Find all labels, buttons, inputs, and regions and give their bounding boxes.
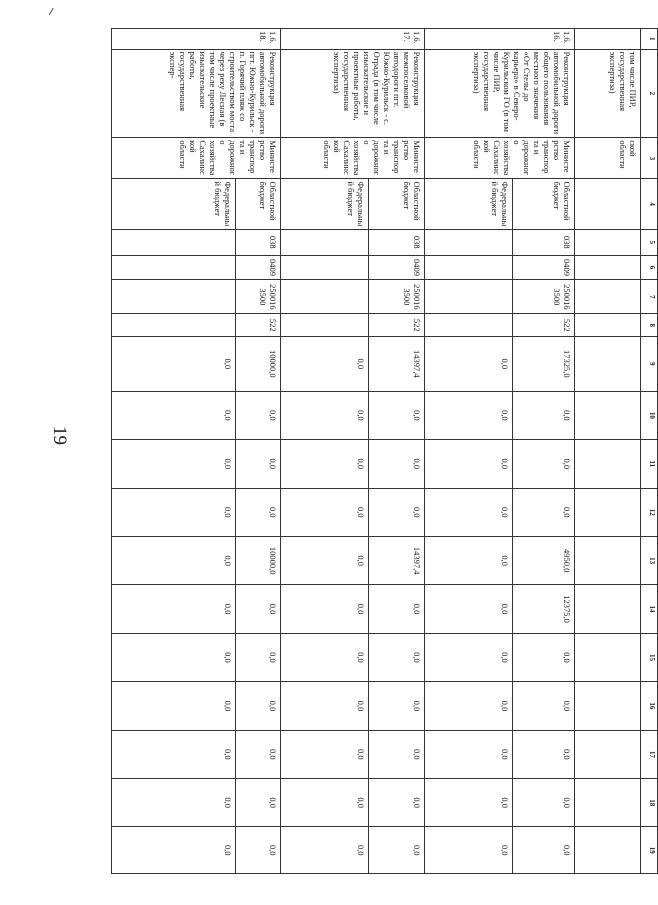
row-index: 1.6.17.: [281, 29, 425, 50]
column-header: 3: [641, 138, 658, 179]
value-cell: 0,0: [281, 827, 369, 874]
row-name: Реконструкция автомобильной дороги пгт. Южно-Курильск - п. Горячий пляж со строительством моста через реку Лесная (в том числе проектные изыскательские работы, государственная экспер-: [112, 49, 281, 138]
row-executor: Министерство транспорта и дорожного хозяйства Сахалинской области: [425, 138, 575, 179]
value-cell: 0,0: [281, 779, 369, 827]
grbs-code: [112, 229, 236, 255]
value-cell: 0,0: [513, 488, 575, 536]
column-header: 8: [641, 314, 658, 337]
value-cell: 0,0: [425, 337, 513, 392]
continuation-executor: ской области: [575, 138, 641, 179]
rz-code: 0409: [369, 255, 425, 280]
row-name: Реконструкция межпоселковой автодороги пгт. Южно-Курильск - с. Отрада (в том числе изыскательские и проектные работы, государственная экспертиза): [281, 49, 425, 138]
rz-code: 0409: [513, 255, 575, 280]
csr-code: 2500163500: [513, 280, 575, 314]
value-cell: 0,0: [425, 536, 513, 584]
column-header: 13: [641, 536, 658, 584]
value-cell: 0,0: [513, 440, 575, 488]
column-header: 5: [641, 229, 658, 255]
value-cell: 0,0: [112, 633, 236, 681]
value-cell: 0,0: [281, 337, 369, 392]
csr-code: [281, 280, 369, 314]
column-header: 18: [641, 779, 658, 827]
header-row: [641, 29, 658, 874]
rz-code: [112, 255, 236, 280]
column-header: 17: [641, 730, 658, 778]
value-cell: 0,0: [425, 585, 513, 633]
column-header: 16: [641, 682, 658, 730]
value-cell: 0,0: [112, 337, 236, 392]
csr-code: [112, 280, 236, 314]
value-cell: 0,0: [369, 585, 425, 633]
vr-code: [425, 314, 513, 337]
column-header: 2: [641, 49, 658, 138]
value-cell: 0,0: [425, 779, 513, 827]
rz-code: [425, 255, 513, 280]
value-cell: 0,0: [425, 827, 513, 874]
value-cell: 0,0: [236, 440, 281, 488]
value-cell: 14397,4: [369, 337, 425, 392]
value-cell: 0,0: [369, 391, 425, 439]
value-cell: 0,0: [425, 730, 513, 778]
value-cell: 0,0: [425, 391, 513, 439]
vr-code: 522: [369, 314, 425, 337]
value-cell: 0,0: [369, 488, 425, 536]
value-cell: 0,0: [513, 633, 575, 681]
source-name: Областной бюджет: [236, 179, 281, 229]
value-cell: 0,0: [112, 536, 236, 584]
table-row: [236, 29, 281, 874]
value-cell: 0,0: [513, 391, 575, 439]
value-cell: 0,0: [281, 488, 369, 536]
column-header: 12: [641, 488, 658, 536]
value-cell: 0,0: [369, 730, 425, 778]
value-cell: 0,0: [281, 391, 369, 439]
csr-code: [425, 280, 513, 314]
value-cell: 0,0: [369, 440, 425, 488]
grbs-code: 038: [236, 229, 281, 255]
column-header: 10: [641, 391, 658, 439]
value-cell: 14397,4: [369, 536, 425, 584]
value-cell: 0,0: [112, 827, 236, 874]
value-cell: 12375,0: [513, 585, 575, 633]
csr-code: 2500163500: [236, 280, 281, 314]
value-cell: 0,0: [369, 827, 425, 874]
rz-code: 0409: [236, 255, 281, 280]
csr-code: 2500163500: [369, 280, 425, 314]
value-cell: 0,0: [112, 779, 236, 827]
vr-code: 522: [236, 314, 281, 337]
value-cell: 0,0: [281, 633, 369, 681]
value-cell: 0,0: [425, 633, 513, 681]
value-cell: 0,0: [236, 585, 281, 633]
grbs-code: [425, 229, 513, 255]
value-cell: 0,0: [369, 682, 425, 730]
value-cell: 17325,0: [513, 337, 575, 392]
value-cell: 0,0: [425, 440, 513, 488]
column-header: 15: [641, 633, 658, 681]
value-cell: 4950,0: [513, 536, 575, 584]
column-header: 11: [641, 440, 658, 488]
column-header: 4: [641, 179, 658, 229]
scan-mark: [49, 8, 63, 20]
vr-code: 522: [513, 314, 575, 337]
column-header: 1: [641, 29, 658, 50]
grbs-code: [281, 229, 369, 255]
value-cell: 0,0: [112, 585, 236, 633]
value-cell: 0,0: [236, 633, 281, 681]
value-cell: 0,0: [236, 730, 281, 778]
table-row: [369, 29, 425, 874]
continuation-name: том числе ПИР, государственная экспертиза): [575, 49, 641, 138]
budget-table: [111, 28, 658, 874]
row-executor: Министерство транспорта и дорожного хозяйства Сахалинской области: [112, 138, 281, 179]
value-cell: 0,0: [425, 682, 513, 730]
source-name: Федеральный бюджет: [425, 179, 513, 229]
value-cell: 0,0: [236, 779, 281, 827]
source-name: Федеральный бюджет: [112, 179, 236, 229]
value-cell: 0,0: [112, 440, 236, 488]
continuation-row: [575, 29, 641, 874]
value-cell: 0,0: [112, 730, 236, 778]
value-cell: 0,0: [513, 779, 575, 827]
vr-code: [112, 314, 236, 337]
row-index: 1.6.18.: [112, 29, 281, 50]
column-header: 14: [641, 585, 658, 633]
value-cell: 0,0: [281, 682, 369, 730]
value-cell: 0,0: [513, 682, 575, 730]
column-header: 19: [641, 827, 658, 874]
table-row: [513, 29, 575, 874]
value-cell: 0,0: [281, 536, 369, 584]
value-cell: 0,0: [112, 682, 236, 730]
value-cell: 0,0: [112, 488, 236, 536]
value-cell: 0,0: [281, 730, 369, 778]
row-executor: Министерство транспорта и дорожного хозяйства Сахалинской области: [281, 138, 425, 179]
source-name: Федеральный бюджет: [281, 179, 369, 229]
value-cell: 0,0: [281, 585, 369, 633]
rotated-table-container: [111, 28, 658, 874]
grbs-code: 038: [369, 229, 425, 255]
value-cell: 0,0: [236, 827, 281, 874]
vr-code: [281, 314, 369, 337]
value-cell: 10000,0: [236, 536, 281, 584]
column-header: 7: [641, 280, 658, 314]
page-number: 19: [49, 426, 70, 445]
value-cell: 0,0: [513, 827, 575, 874]
row-index: 1.6.16.: [425, 29, 575, 50]
column-header: 9: [641, 337, 658, 392]
value-cell: 0,0: [236, 391, 281, 439]
value-cell: 0,0: [112, 391, 236, 439]
source-name: Областной бюджет: [369, 179, 425, 229]
value-cell: 0,0: [513, 730, 575, 778]
value-cell: 10000,0: [236, 337, 281, 392]
source-name: Областной бюджет: [513, 179, 575, 229]
value-cell: 0,0: [281, 440, 369, 488]
rz-code: [281, 255, 369, 280]
value-cell: 0,0: [236, 488, 281, 536]
value-cell: 0,0: [369, 633, 425, 681]
value-cell: 0,0: [369, 779, 425, 827]
value-cell: 0,0: [425, 488, 513, 536]
value-cell: 0,0: [236, 682, 281, 730]
row-name: Реконструкция автомобильной дороги общего пользования местного значения «От Стелы до карьера» в Северо-Курильском ГО (в том числе ПИР, государственная экспертиза): [425, 49, 575, 138]
column-header: 6: [641, 255, 658, 280]
grbs-code: 038: [513, 229, 575, 255]
